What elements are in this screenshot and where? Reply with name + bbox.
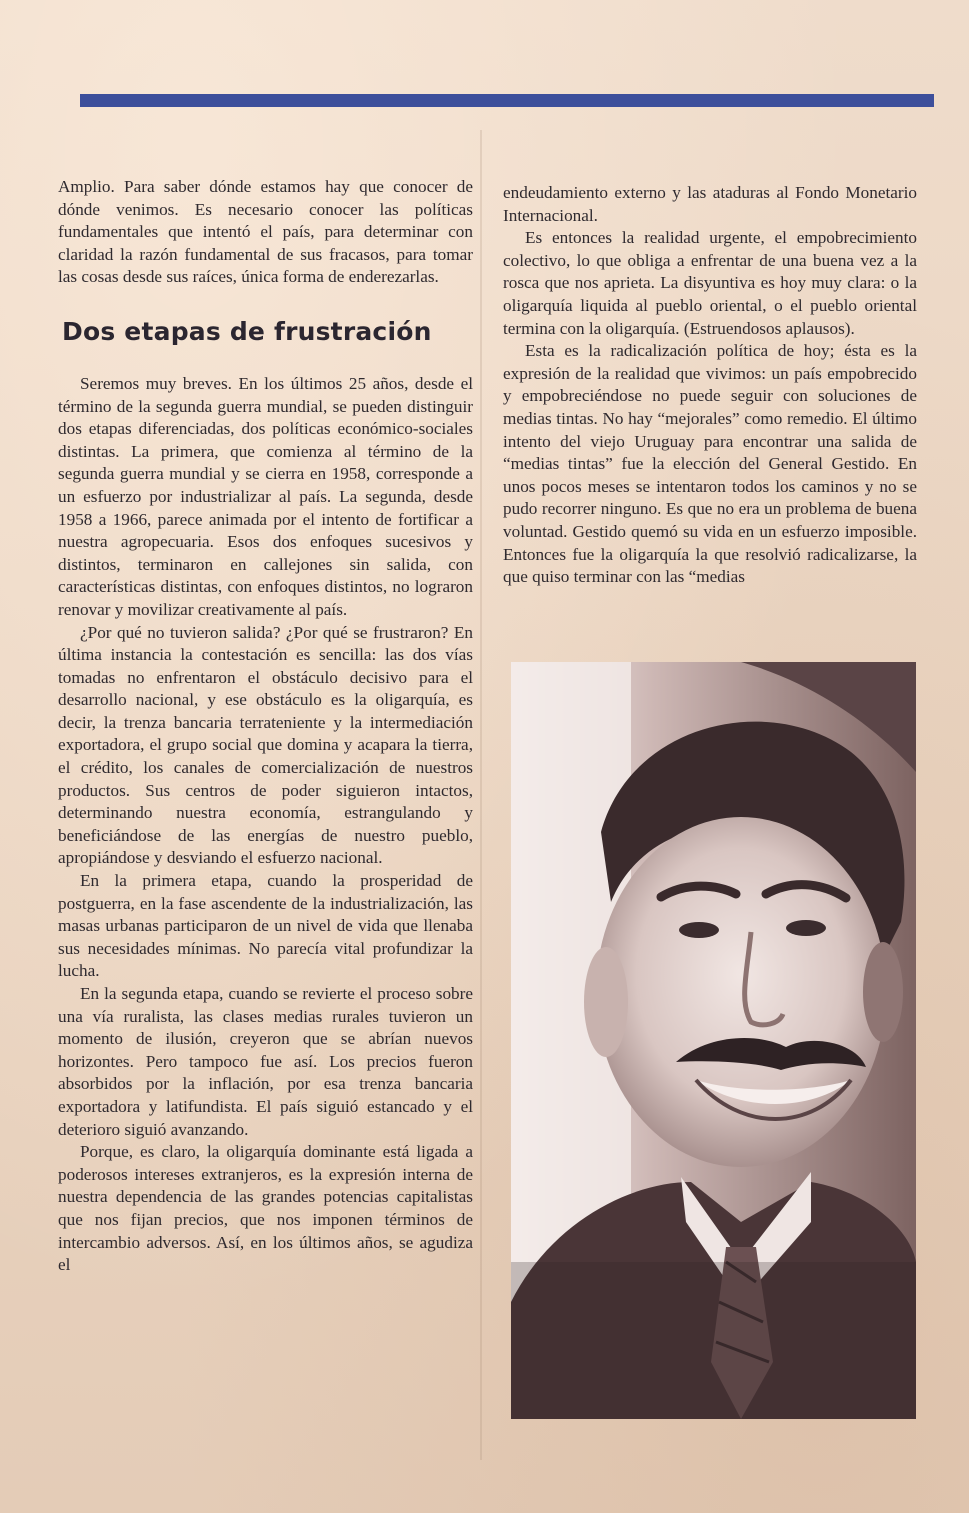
body-paragraph-2: ¿Por qué no tuvieron salida? ¿Por qué se frustraron? En última instancia la contestación es sencilla: las dos vías tomadas no enfrentaron el obstáculo decisivo para el desarrollo nacional, y ese obstáculo es la oligarquía, es decir, la trenza bancaria terrateniente y la intermediación exportadora, el grupo social que domina y acapara la tierra, el crédito, los canales de comercialización de nuestros productos. Sus centros de poder siguieron intactos, determinando nuestra economía, estrangulando y beneficiándose de las energías de nuestro pueblo, apropiándose y desviando el esfuerzo nacional. [58, 622, 473, 868]
body-paragraph-6: Es entonces la realidad urgente, el empobrecimiento colectivo, lo que obliga a enfrentar de una buena vez a la rosca que nos aprieta. La disyuntiva es hoy muy clara: o la oligarquía liquida al pueblo oriental, o el pueblo oriental termina con la oligarquía. (Estruendosos aplausos). [503, 228, 917, 338]
continued-paragraph: endeudamiento externo y las ataduras al Fondo Monetario Internacional. [503, 183, 917, 225]
body-paragraph-1: Seremos muy breves. En los últimos 25 años, desde el término de la segunda guerra mundial, se pueden distinguir dos etapas diferenciadas, dos políticas económico-sociales distintas. La primera, que comienza al término de la segunda guerra mundial y se cierra en 1958, corresponde a un esfuerzo por industrializar al país. La segunda, desde 1958 a 1966, parece animada por el intento de fortificar a nuestra agropecuaria. Esos dos enfoques sucesivos y distintos, terminaron en callejones sin salida, con características distintas, con enfoques distintos, no lograron renovar y movilizar creativamente al país. [58, 373, 473, 619]
section-heading: Dos etapas de frustración [62, 316, 432, 346]
left-column [58, 176, 473, 1277]
header-rule [80, 94, 934, 107]
right-column [503, 182, 917, 589]
portrait-photo [511, 662, 916, 1419]
body-paragraph-5: Porque, es claro, la oligarquía dominante está ligada a poderosos intereses extranjeros, es la expresión interna de nuestra dependencia de las grandes potencias capitalistas que nos fijan precios, que nos imponen términos de intercambio adversos. Así, en los últimos años, se agudiza el [58, 1142, 473, 1275]
body-paragraph-7: Esta es la radicalización política de hoy; ésta es la expresión de la realidad que vivimos: un país empobrecido y empobreciéndose no puede seguir con soluciones de medias tintas. No hay “mejorales” como remedio. El último intento del viejo Uruguay para encontrar una salida de “medias tintas” fue la elección del General Gestido. En unos pocos meses se intentaron todos los caminos y no se pudo recorrer ninguno. Es que no era un problema de buena voluntad. Gestido quemó su vida en un esfuerzo imposible. Entonces fue la oligarquía la que resolvió radicalizarse, la que quiso terminar con las “medias [503, 341, 917, 587]
intro-paragraph: Amplio. Para saber dónde estamos hay que conocer de dónde venimos. Es necesario conocer las políticas fundamentales que intentó el país, para determinar con claridad la razón fundamental de sus fracasos, para tomar las cosas desde sus raíces, única forma de enderezarlas. [58, 177, 473, 287]
body-paragraph-4: En la segunda etapa, cuando se revierte el proceso sobre una vía ruralista, las clases medias rurales tuvieron un momento de ilusión, creyeron que se abrían nuevos horizontes. Pero tampoco fue así. Los precios fueron absorbidos por la inflación, por esa trenza bancaria exportadora y latifundista. El país siguió estancado y el deterioro siguió avanzando. [58, 984, 473, 1139]
body-paragraph-3: En la primera etapa, cuando la prosperidad de postguerra, en la fase ascendente de la industrialización, las masas urbanas participaron de un nivel de vida que llenaba sus necesidades mínimas. No parecía vital profundizar la lucha. [58, 871, 473, 981]
page-fold [480, 130, 482, 1460]
